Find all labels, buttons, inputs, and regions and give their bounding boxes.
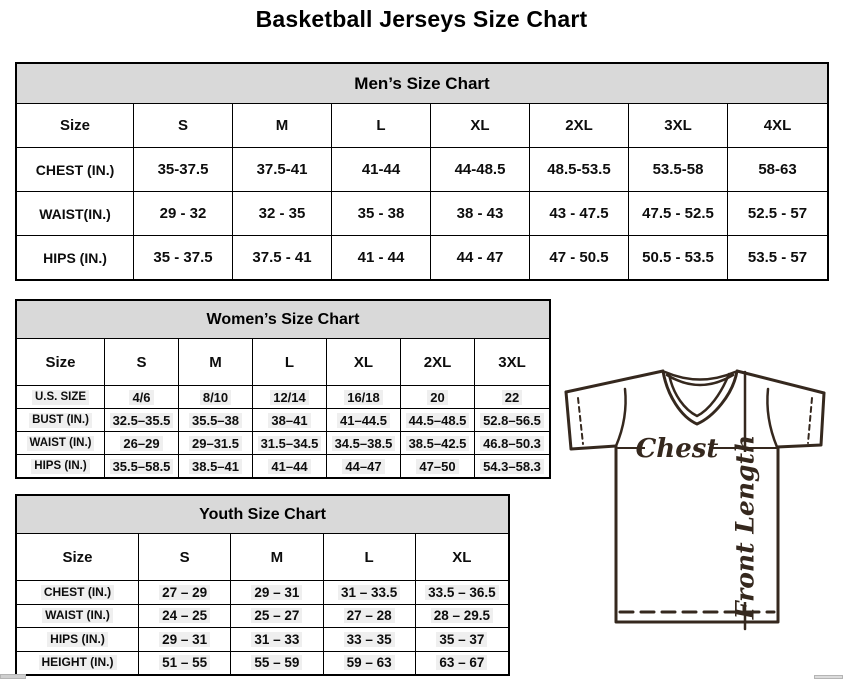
row-label: WAIST (IN.) [17, 432, 105, 454]
size-value-cell: 47 - 50.5 [530, 236, 629, 279]
column-header: M [233, 104, 332, 147]
size-value-cell: 46.8–50.3 [475, 432, 549, 454]
size-value-cell: 38.5–41 [179, 455, 253, 477]
size-value-cell: 35.5–38 [179, 409, 253, 431]
row-label: CHEST (IN.) [17, 148, 134, 191]
size-value-cell: 53.5 - 57 [747, 249, 808, 266]
size-value-cell: 16/18 [327, 386, 401, 408]
womens-size-table [15, 299, 551, 479]
column-header: M [231, 534, 323, 580]
size-value-cell: 29–31.5 [179, 432, 253, 454]
row-label: HIPS (IN.) [17, 455, 105, 477]
size-value-cell: 29 – 31 [139, 628, 231, 651]
front-length-label: Front Length [730, 434, 760, 620]
size-value-cell: 35.5–58.5 [105, 455, 179, 477]
size-value-cell: 63 – 67 [416, 652, 508, 675]
row-label: HEIGHT (IN.) [17, 652, 139, 675]
column-header: L [253, 339, 327, 385]
size-value-cell: 33 – 35 [324, 628, 416, 651]
size-value-cell: 28 – 29.5 [416, 605, 508, 628]
mens-table-body [17, 104, 827, 279]
size-value-cell: 27 – 29 [139, 581, 231, 604]
table-header-row [17, 339, 549, 386]
size-value-cell: 51 – 55 [139, 652, 231, 675]
size-value-cell: 44-48.5 [431, 148, 530, 191]
column-header: Size [17, 104, 134, 147]
size-value-cell: 43 - 47.5 [530, 192, 629, 235]
youth-table-body [17, 534, 508, 674]
size-value-cell: 35-37.5 [134, 148, 233, 191]
size-value-cell: 41–44 [253, 455, 327, 477]
size-value-cell: 29 - 32 [134, 192, 233, 235]
size-value-cell: 35 – 37 [416, 628, 508, 651]
size-value-cell: 41–44.5 [327, 409, 401, 431]
size-value-cell: 37.5 - 41 [233, 236, 332, 279]
row-label: HIPS (IN.) [17, 628, 139, 651]
column-header: Size [17, 339, 105, 385]
table-row [17, 192, 827, 236]
size-value-cell: 38.5–42.5 [401, 432, 475, 454]
scrollbar-fragment-left[interactable] [0, 674, 26, 679]
column-header: L [324, 534, 416, 580]
youth-size-table [15, 494, 510, 676]
size-value-cell: 52.8–56.5 [475, 409, 549, 431]
page-title: Basketball Jerseys Size Chart [255, 6, 588, 32]
column-header: 2XL [401, 339, 475, 385]
size-value-cell: 12/14 [253, 386, 327, 408]
size-value-cell: 44–47 [327, 455, 401, 477]
column-header: S [134, 104, 233, 147]
womens-table-title: Women’s Size Chart [17, 301, 549, 339]
table-header-row [17, 534, 508, 581]
column-header: Size [17, 534, 139, 580]
size-value-cell: 31 – 33 [231, 628, 323, 651]
mens-size-table [15, 62, 829, 281]
column-header: XL [327, 339, 401, 385]
size-value-cell: 22 [475, 386, 549, 408]
size-value-cell: 27 – 28 [324, 605, 416, 628]
size-value-cell: 54.3–58.3 [475, 455, 549, 477]
row-label: CHEST (IN.) [17, 581, 139, 604]
table-row [17, 605, 508, 629]
column-header: 3XL [629, 104, 728, 147]
size-value-cell: 59 – 63 [324, 652, 416, 675]
column-header: 3XL [498, 353, 526, 371]
row-label: WAIST(IN.) [17, 192, 134, 235]
size-value-cell: 48.5-53.5 [530, 148, 629, 191]
table-row [17, 236, 827, 279]
size-value-cell: 35 - 37.5 [134, 236, 233, 279]
size-value-cell: 53.5-58 [629, 148, 728, 191]
row-label: U.S. SIZE [17, 386, 105, 408]
table-row [17, 455, 549, 477]
column-header: 2XL [530, 104, 629, 147]
column-header: S [139, 534, 231, 580]
mens-table-title: Men’s Size Chart [17, 64, 827, 104]
size-value-cell: 52.5 - 57 [747, 205, 808, 222]
size-value-cell: 29 – 31 [231, 581, 323, 604]
size-value-cell: 38–41 [253, 409, 327, 431]
column-header: L [332, 104, 431, 147]
scrollbar-fragment-right[interactable] [814, 675, 843, 679]
table-row [17, 652, 508, 675]
size-value-cell: 31 – 33.5 [324, 581, 416, 604]
size-value-cell: 41 - 44 [332, 236, 431, 279]
size-value-cell: 47.5 - 52.5 [629, 192, 728, 235]
womens-table-body [17, 339, 549, 477]
table-row [17, 409, 549, 432]
table-header-row [17, 104, 827, 148]
size-value-cell: 34.5–38.5 [327, 432, 401, 454]
size-value-cell: 4/6 [105, 386, 179, 408]
size-value-cell: 20 [401, 386, 475, 408]
size-value-cell: 44 - 47 [431, 236, 530, 279]
column-header: M [179, 339, 253, 385]
youth-table-title: Youth Size Chart [17, 496, 508, 534]
size-value-cell: 50.5 - 53.5 [629, 236, 728, 279]
size-value-cell: 58-63 [758, 161, 797, 178]
size-value-cell: 24 – 25 [139, 605, 231, 628]
size-value-cell: 41-44 [332, 148, 431, 191]
size-value-cell: 26–29 [105, 432, 179, 454]
row-label: WAIST (IN.) [17, 605, 139, 628]
size-value-cell: 32 - 35 [233, 192, 332, 235]
size-value-cell: 55 – 59 [231, 652, 323, 675]
table-row [17, 581, 508, 605]
row-label: BUST (IN.) [17, 409, 105, 431]
column-header: 4XL [763, 117, 792, 134]
chest-label: Chest [635, 434, 719, 464]
size-value-cell: 33.5 – 36.5 [416, 581, 508, 604]
size-value-cell: 31.5–34.5 [253, 432, 327, 454]
table-row [17, 432, 549, 455]
size-value-cell: 35 - 38 [332, 192, 431, 235]
size-value-cell: 44.5–48.5 [401, 409, 475, 431]
row-label: HIPS (IN.) [17, 236, 134, 279]
column-header: XL [431, 104, 530, 147]
size-value-cell: 8/10 [179, 386, 253, 408]
column-header: XL [452, 548, 472, 566]
jersey-measurement-diagram [557, 361, 839, 653]
column-header: S [105, 339, 179, 385]
table-row [17, 386, 549, 409]
size-value-cell: 47–50 [401, 455, 475, 477]
size-value-cell: 38 - 43 [431, 192, 530, 235]
size-value-cell: 32.5–35.5 [105, 409, 179, 431]
size-value-cell: 25 – 27 [231, 605, 323, 628]
table-row [17, 148, 827, 192]
table-row [17, 628, 508, 652]
size-value-cell: 37.5-41 [233, 148, 332, 191]
